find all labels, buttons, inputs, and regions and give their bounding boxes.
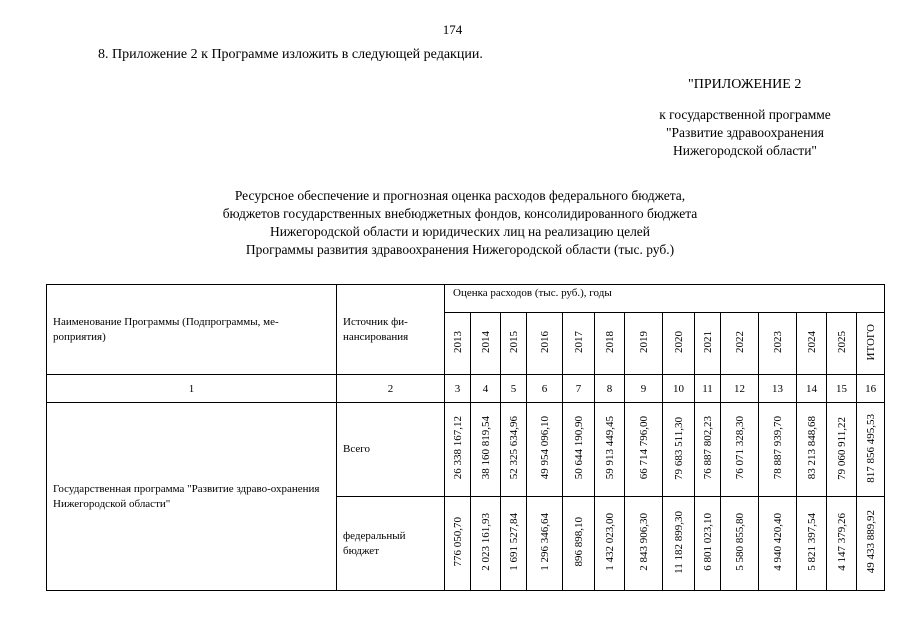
heading-line: Ресурсное обеспечение и прогнозная оценка расходов федерального бюджета, [234,188,686,203]
year-label: 2013 [451,331,464,353]
year-label: 2015 [507,331,520,353]
year-header [797,313,827,375]
value-cell [759,403,797,497]
value-cell [857,403,885,497]
column-number: 10 [663,375,695,403]
value-text: 1 296 346,64 [538,513,551,571]
value-text: 76 887 802,23 [701,416,714,480]
value-text: 52 325 634,96 [507,416,520,480]
column-number: 6 [527,375,563,403]
year-header [625,313,663,375]
heading-line: Нижегородской области и юридических лиц на реализацию целей [269,224,651,239]
value-text: 5 580 855,80 [733,513,746,571]
value-cell [471,403,501,497]
value-text: 6 801 023,10 [701,513,714,571]
heading-line: Программы развития здравоохранения Нижегородской области (тыс. руб.) [245,242,675,257]
source-header: Источник фи-нансирования [337,285,445,375]
resource-table [46,284,885,591]
year-label: 2023 [771,331,784,353]
value-text: 4 940 420,40 [771,513,784,571]
value-cell [563,403,595,497]
value-cell [527,403,563,497]
year-header [445,313,471,375]
year-header [721,313,759,375]
year-label: 2018 [603,331,616,353]
year-label: 2020 [672,331,685,353]
year-header [827,313,857,375]
value-cell [759,497,797,591]
year-header [695,313,721,375]
appendix-line: Нижегородской области" [673,143,817,158]
value-text: 1 691 527,84 [507,513,520,571]
column-number: 13 [759,375,797,403]
year-header [663,313,695,375]
column-number: 16 [857,375,885,403]
value-cell [797,403,827,497]
value-cell [827,403,857,497]
value-cell [721,497,759,591]
value-text: 49 433 889,92 [864,510,877,574]
column-number: 2 [337,375,445,403]
program-name-header: Наименование Программы (Подпрограммы, ме-роприятия) [47,285,337,375]
value-text: 83 213 848,68 [805,416,818,480]
value-cell [445,403,471,497]
value-text: 49 954 096,10 [538,416,551,480]
value-cell [827,497,857,591]
value-cell [501,403,527,497]
value-text: 79 060 911,22 [835,416,848,480]
value-text: 817 856 495,53 [864,413,877,483]
value-cell [663,403,695,497]
value-cell [445,497,471,591]
year-label: ИТОГО [864,323,877,361]
value-text: 79 683 511,30 [672,416,685,480]
value-cell [721,403,759,497]
value-text: 5 821 397,54 [805,513,818,571]
value-cell [527,497,563,591]
appendix-title: "ПРИЛОЖЕНИЕ 2 [688,77,802,92]
value-text: 11 182 899,30 [672,510,685,574]
year-header [595,313,625,375]
value-cell [471,497,501,591]
year-header [759,313,797,375]
value-cell [563,497,595,591]
year-label: 2021 [701,331,714,353]
column-number: 7 [563,375,595,403]
year-header [527,313,563,375]
year-header [857,313,885,375]
column-number: 8 [595,375,625,403]
column-number: 3 [445,375,471,403]
year-label: 2016 [538,331,551,353]
value-text: 896 898,10 [572,517,585,567]
column-number: 5 [501,375,527,403]
value-text: 2 023 161,93 [479,513,492,571]
year-header [563,313,595,375]
appendix-line: к государственной программе [659,107,831,122]
value-cell [625,497,663,591]
column-number: 4 [471,375,501,403]
estimate-header: Оценка расходов (тыс. руб.), годы [445,285,885,313]
year-label: 2024 [805,331,818,353]
value-cell [797,497,827,591]
value-text: 776 050,70 [451,517,464,567]
source-total: Всего [337,403,445,497]
year-label: 2019 [637,331,650,353]
amendment-paragraph: 8. Приложение 2 к Программе изложить в следующей редакции. [98,47,483,62]
value-text: 26 338 167,12 [451,416,464,480]
value-text: 4 147 379,26 [835,513,848,571]
value-cell [663,497,695,591]
column-number: 14 [797,375,827,403]
value-cell [857,497,885,591]
column-number: 12 [721,375,759,403]
year-header [471,313,501,375]
value-text: 66 714 796,00 [637,416,650,480]
appendix-subtitle [600,106,890,160]
value-text: 76 071 328,30 [733,416,746,480]
heading-line: бюджетов государственных внебюджетных фондов, консолидированного бюджета [222,206,698,221]
year-label: 2022 [733,331,746,353]
table-heading [150,187,770,259]
value-text: 78 887 939,70 [771,416,784,480]
value-cell [695,497,721,591]
value-cell [595,403,625,497]
program-name: Государственная программа "Развитие здраво-охранения Нижегородской области" [47,403,337,591]
value-cell [595,497,625,591]
column-number: 11 [695,375,721,403]
page-number: 174 [442,22,463,37]
value-text: 38 160 819,54 [479,416,492,480]
column-number: 1 [47,375,337,403]
source-federal: федеральный бюджет [337,497,445,591]
value-cell [625,403,663,497]
year-label: 2025 [835,331,848,353]
column-number: 15 [827,375,857,403]
year-label: 2014 [479,331,492,353]
value-cell [695,403,721,497]
value-text: 50 644 190,90 [572,416,585,480]
year-header [501,313,527,375]
year-label: 2017 [572,331,585,353]
column-number: 9 [625,375,663,403]
appendix-line: "Развитие здравоохранения [666,125,824,140]
value-text: 59 913 449,45 [603,416,616,480]
value-cell [501,497,527,591]
value-text: 1 432 023,00 [603,513,616,571]
value-text: 2 843 906,30 [637,513,650,571]
